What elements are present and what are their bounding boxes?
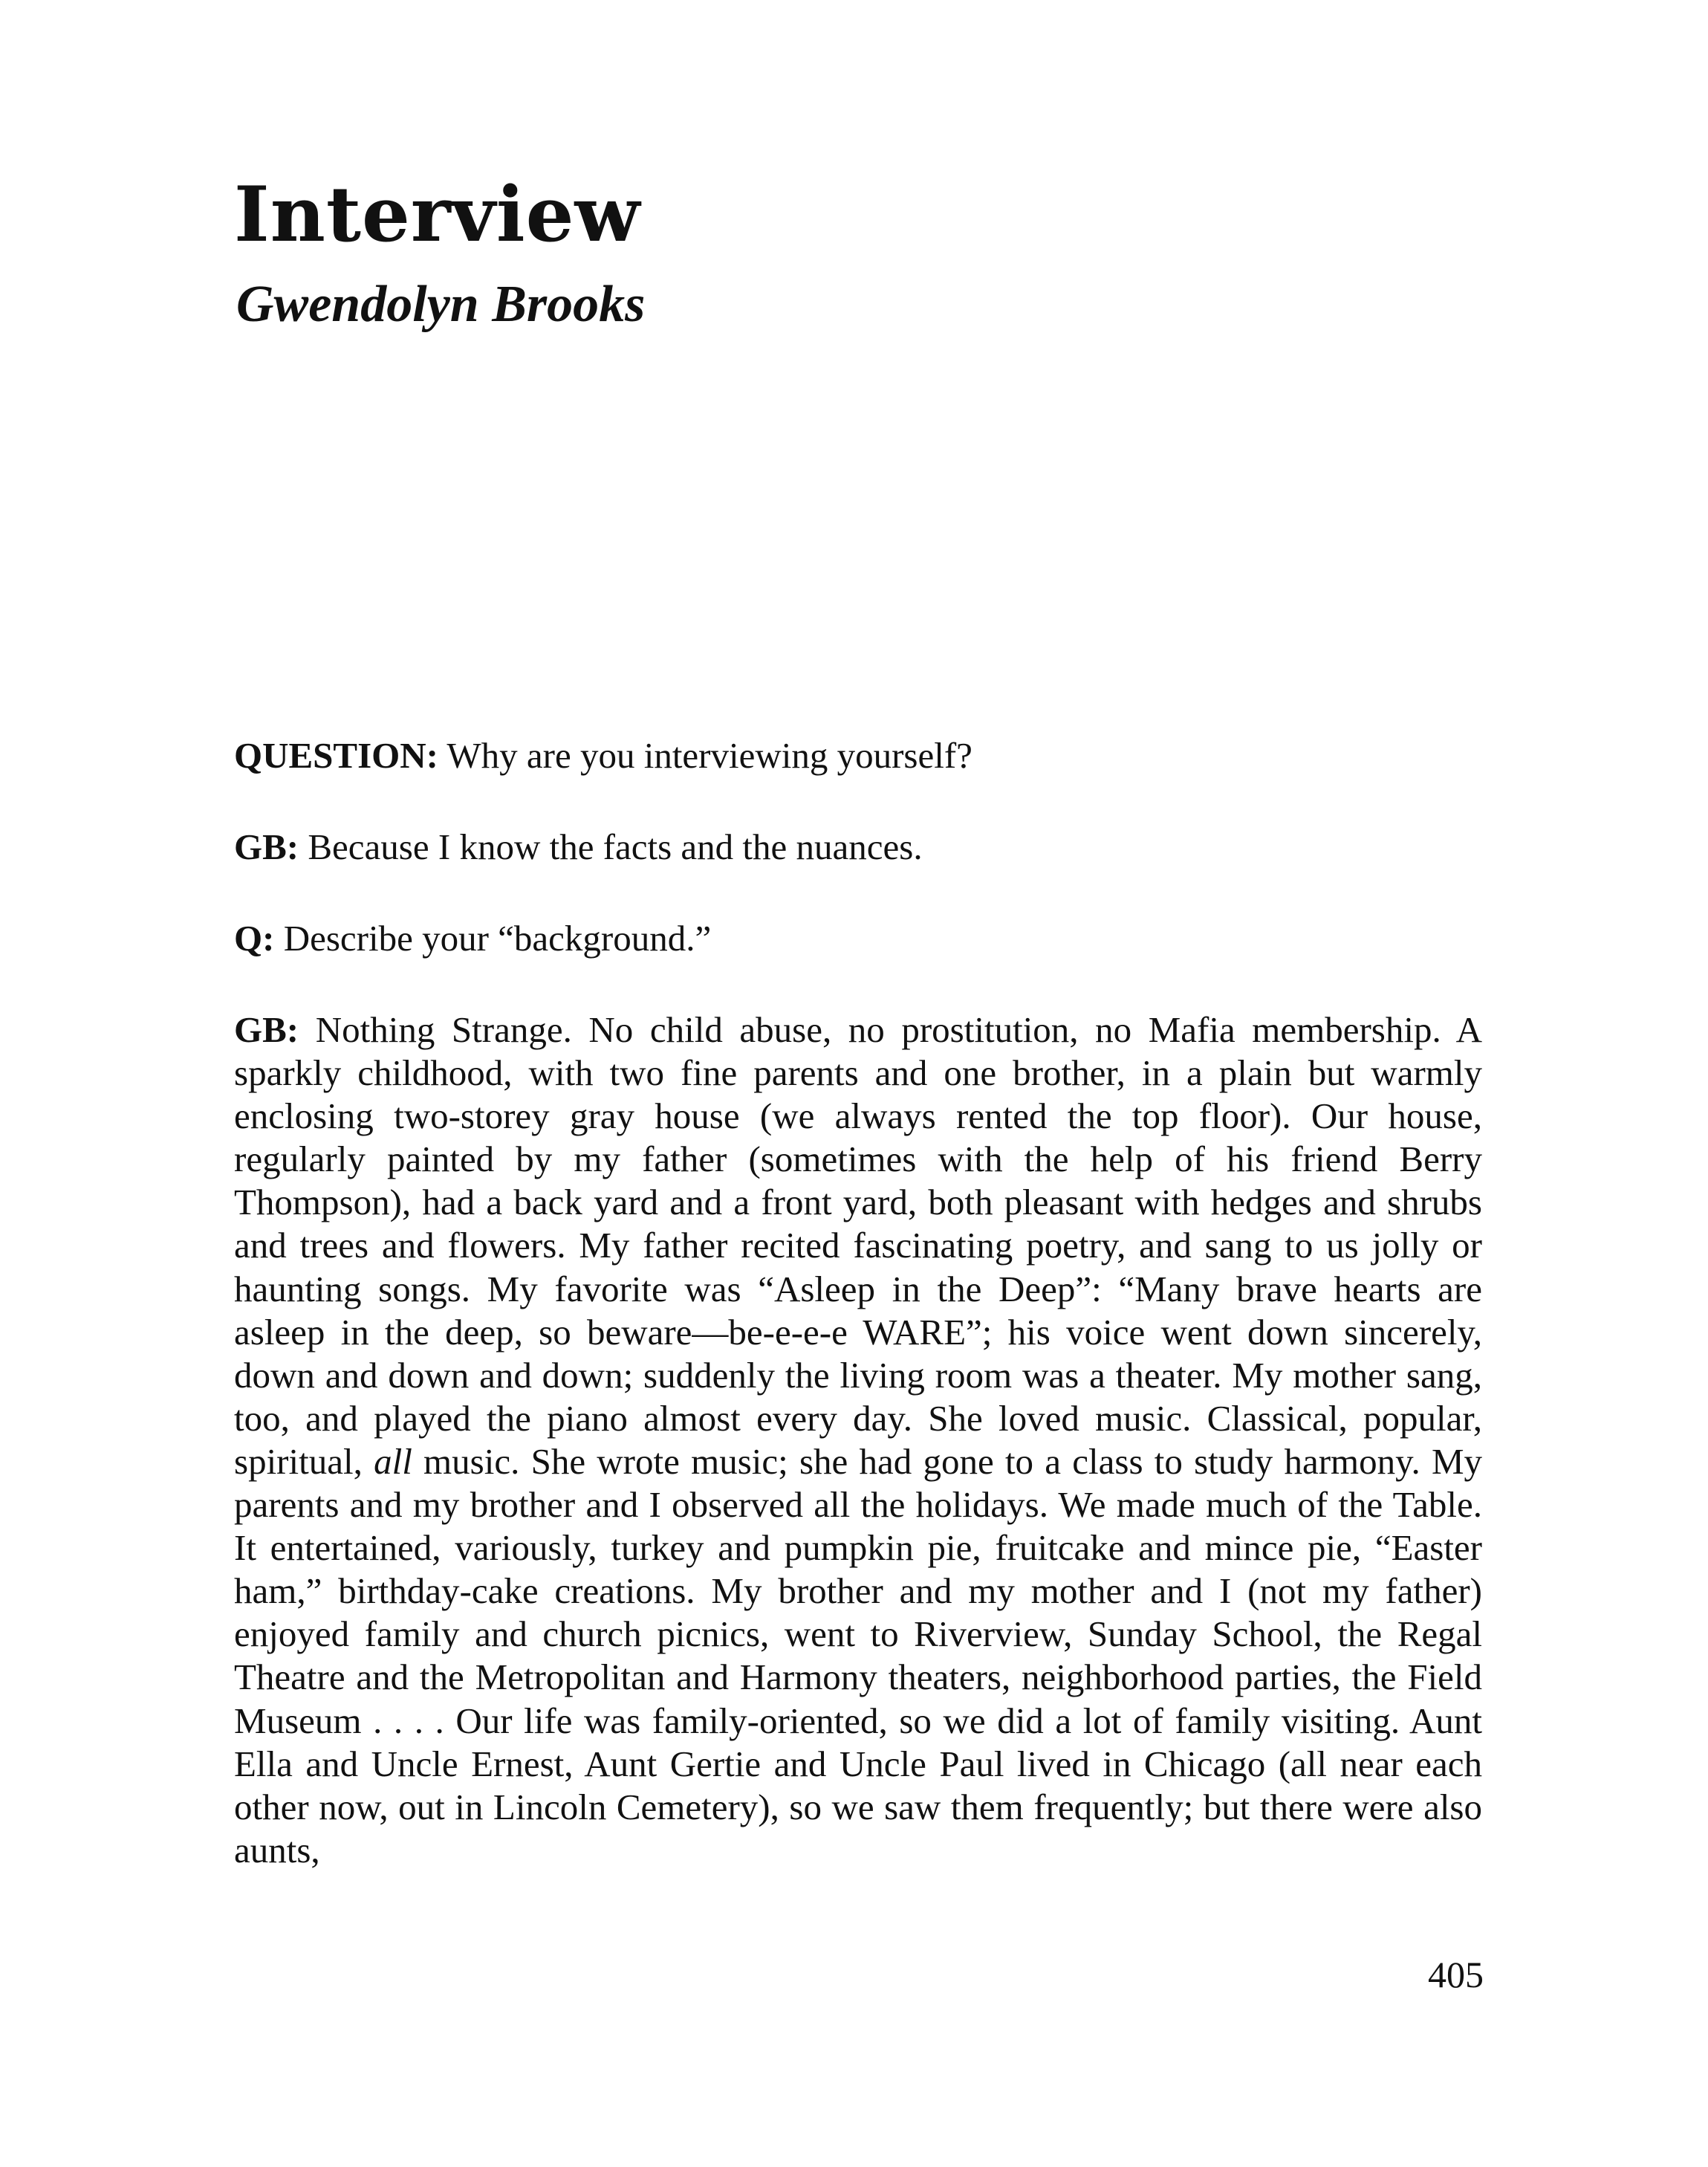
speaker-label: Q: [234, 918, 275, 959]
question-text: Why are you interviewing yourself? [447, 735, 972, 776]
question-text: Describe your “background.” [283, 918, 712, 959]
question-2 [234, 917, 1482, 960]
answer-1 [234, 826, 1482, 869]
page-number: 405 [1428, 1954, 1484, 1995]
speaker-label: GB: [234, 826, 299, 867]
question-1 [234, 734, 1482, 777]
answer-text: Nothing Strange. No child abuse, no prostitution, no Mafia membership. A sparkly childhood, with two fine parents and one brother, in a plain but warmly enclosing two-storey gray house (we always rented the top floor). Our house, regularly painted by my father (sometimes with the help of his friend Berry Thompson), had a back yard and a front yard, both pleasant with hedges and shrubs and trees and flowers. My father recited fascinating poetry, and sang to us jolly or haunting songs. My favorite was “Asleep in the Deep”: “Many brave hearts are asleep in the deep, so beware—be-e-e-e WARE”; his voice went down sincerely, down and down and down; suddenly the living room was a theater. My mother sang, too, and played the piano almost every day. She loved music. Classical, popular, spiritual, [234, 1009, 1482, 1482]
answer-text-continued: music. She wrote music; she had gone to a class to study harmony. My parents and my brother and I observed all the holidays. We made much of the Table. It entertained, variously, turkey and pumpkin pie, fruitcake and mince pie, “Easter ham,” birthday-cake creations. My brother and my mother and I (not my father) enjoyed family and church picnics, went to Riverview, Sunday School, the Regal Theatre and the Metropolitan and Harmony theaters, neighborhood parties, the Field Museum . . . . Our life was family-oriented, so we did a lot of family visiting. Aunt Ella and Uncle Ernest, Aunt Gertie and Uncle Paul lived in Chicago (all near each other now, out in Lincoln Cemetery), so we saw them frequently; but there were also aunts, [234, 1440, 1483, 1870]
interview-body [234, 734, 1482, 1872]
speaker-label: QUESTION: [234, 735, 439, 776]
speaker-label: GB: [234, 1009, 299, 1050]
answer-emphasis: all [374, 1440, 412, 1482]
answer-2 [234, 1008, 1482, 1872]
article-title: Interview [234, 170, 641, 259]
author-name: Gwendolyn Brooks [236, 276, 646, 333]
answer-text: Because I know the facts and the nuances. [308, 826, 923, 867]
